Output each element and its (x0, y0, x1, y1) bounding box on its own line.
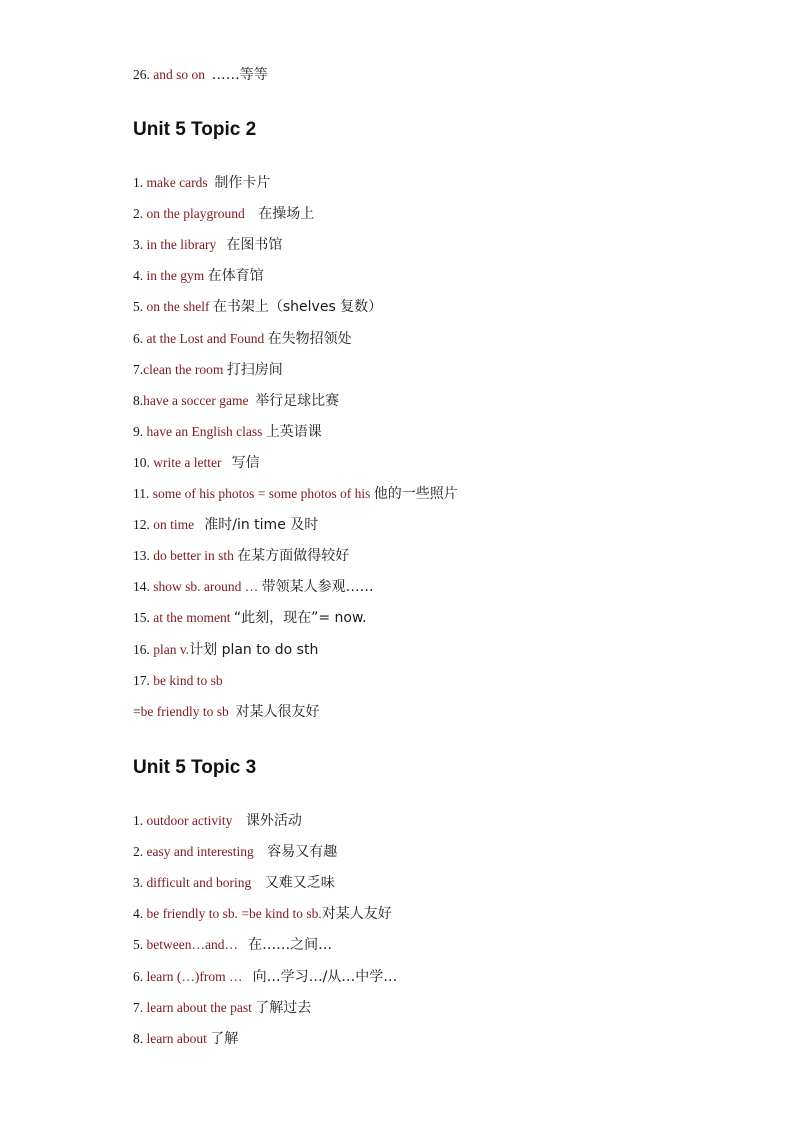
chinese-meaning: 带领某人参观…… (261, 579, 374, 596)
spacer (221, 455, 231, 470)
vocab-item (133, 236, 282, 254)
vocab-item (133, 361, 283, 379)
item-number: 13. (133, 548, 154, 564)
vocab-item (133, 703, 319, 721)
item-number: 4. (133, 268, 147, 284)
item-number: 11. (133, 486, 153, 501)
item-number: 1. (133, 175, 147, 190)
vocab-item (133, 874, 335, 892)
vocab-item (133, 423, 322, 441)
item-number: 9. (133, 423, 147, 439)
vocab-item (133, 641, 318, 659)
vocab-item (133, 812, 302, 830)
spacer (238, 937, 248, 952)
vocab-item (133, 516, 318, 534)
chinese-meaning: 了解 (210, 1030, 239, 1047)
english-phrase: be kind to sb (153, 672, 223, 688)
english-phrase: do better in sth (153, 548, 234, 564)
item-number: 14. (133, 579, 154, 595)
chinese-meaning: 打扫房间 (226, 361, 283, 378)
vocab-item (133, 1030, 238, 1048)
english-phrase: difficult and boring (146, 875, 252, 891)
section-heading-topic-2: Unit 5 Topic 2 (133, 119, 257, 140)
english-phrase: in the library (146, 237, 217, 253)
chinese-meaning: 对某人友好 (321, 906, 392, 923)
chinese-meaning: 了解过去 (255, 999, 312, 1016)
english-phrase: plan v. (153, 641, 190, 657)
item-number: 6. (133, 330, 147, 346)
item-number: 26. (133, 67, 154, 82)
item-number: 12. (133, 517, 154, 533)
english-phrase: be friendly to sb. =be kind to sb. (146, 906, 322, 922)
english-phrase: be friendly to sb (140, 703, 229, 719)
vocab-item (133, 174, 270, 192)
item-number: = (133, 703, 141, 719)
vocab-item (133, 330, 352, 348)
english-phrase: and so on (153, 67, 205, 82)
english-phrase: in the gym (146, 268, 205, 284)
item-number: 7. (133, 999, 147, 1015)
item-number: 6. (133, 968, 147, 984)
chinese-meaning: 向…学习…/从…中学… (252, 968, 398, 985)
item-number: 4. (133, 906, 147, 922)
item-number: 7. (133, 361, 144, 377)
chinese-meaning: 对某人很友好 (235, 703, 320, 720)
vocab-item (133, 609, 367, 627)
vocab-item (133, 905, 392, 923)
item-number: 8. (133, 1030, 147, 1046)
spacer (194, 517, 204, 532)
chinese-meaning: 在操场上 (258, 206, 315, 223)
english-phrase: outdoor activity (146, 813, 233, 828)
section-heading-topic-3: Unit 5 Topic 3 (133, 757, 257, 778)
english-phrase: make cards (146, 175, 208, 190)
spacer (216, 237, 226, 252)
english-phrase: learn (…)from … (146, 968, 243, 984)
english-phrase: between…and… (146, 937, 238, 953)
chinese-meaning: 他的一些照片 (373, 486, 458, 502)
item-number: 10. (133, 454, 154, 470)
chinese-meaning: 在书架上（shelves 复数） (212, 299, 383, 316)
chinese-meaning: 写信 (231, 454, 260, 471)
vocab-item (133, 267, 264, 285)
item-number: 2. (133, 206, 147, 222)
item-number: 16. (133, 641, 154, 657)
english-phrase: at the Lost and Found (146, 330, 265, 346)
vocab-item (133, 205, 314, 223)
item-number: 5. (133, 299, 147, 315)
spacer (232, 813, 246, 828)
vocab-item (133, 672, 223, 690)
english-phrase: on time (153, 517, 195, 533)
vocab-item (133, 392, 339, 410)
chinese-meaning: 准时/in time 及时 (204, 517, 319, 534)
item-number: 15. (133, 610, 154, 626)
item-number: 3. (133, 237, 147, 253)
chinese-meaning: 在体育馆 (207, 268, 264, 285)
english-phrase: write a letter (153, 454, 222, 470)
item-number: 1. (133, 813, 147, 828)
chinese-meaning: 举行足球比赛 (255, 392, 340, 409)
chinese-meaning: 制作卡片 (214, 175, 271, 191)
vocab-item (133, 298, 382, 316)
english-phrase: show sb. around … (153, 579, 259, 595)
chinese-meaning: 在失物招领处 (267, 330, 352, 347)
vocab-item (133, 547, 349, 565)
vocab-item (133, 485, 458, 503)
chinese-meaning: 在图书馆 (226, 237, 283, 254)
item-number: 3. (133, 875, 147, 891)
chinese-meaning: 又难又乏味 (264, 875, 335, 892)
english-phrase: learn about the past (146, 999, 252, 1015)
vocab-item (133, 578, 374, 596)
english-phrase: at the moment (153, 610, 231, 626)
chinese-meaning: 在某方面做得较好 (237, 548, 350, 565)
item-number: 5. (133, 937, 147, 953)
item-number: 17. (133, 672, 154, 688)
chinese-meaning: ……等等 (211, 67, 268, 83)
chinese-meaning: “此刻，现在”= now. (233, 610, 367, 627)
chinese-meaning: 计划 plan to do sth (189, 641, 319, 658)
english-phrase: easy and interesting (146, 844, 254, 860)
vocab-item (133, 968, 397, 986)
english-phrase: learn about (146, 1030, 207, 1046)
item-number: 8. (133, 392, 144, 408)
spacer (254, 844, 268, 859)
vocab-item (133, 936, 332, 954)
english-phrase: have an English class (146, 423, 263, 439)
spacer (251, 875, 265, 890)
vocab-item (133, 999, 311, 1017)
chinese-meaning: 课外活动 (245, 813, 302, 829)
english-phrase: on the playground (146, 206, 245, 222)
english-phrase: on the shelf (146, 299, 210, 315)
vocab-item-26 (133, 66, 268, 84)
chinese-meaning: 在……之间… (248, 937, 333, 954)
chinese-meaning: 上英语课 (265, 423, 322, 440)
english-phrase: have a soccer game (143, 392, 249, 408)
english-phrase: some of his photos = some photos of his (152, 486, 371, 501)
english-phrase: clean the room (143, 361, 224, 377)
spacer (245, 206, 259, 221)
vocab-item (133, 843, 337, 861)
spacer (242, 969, 252, 984)
item-number: 2. (133, 844, 147, 860)
vocab-item (133, 454, 260, 472)
chinese-meaning: 容易又有趣 (267, 844, 338, 861)
